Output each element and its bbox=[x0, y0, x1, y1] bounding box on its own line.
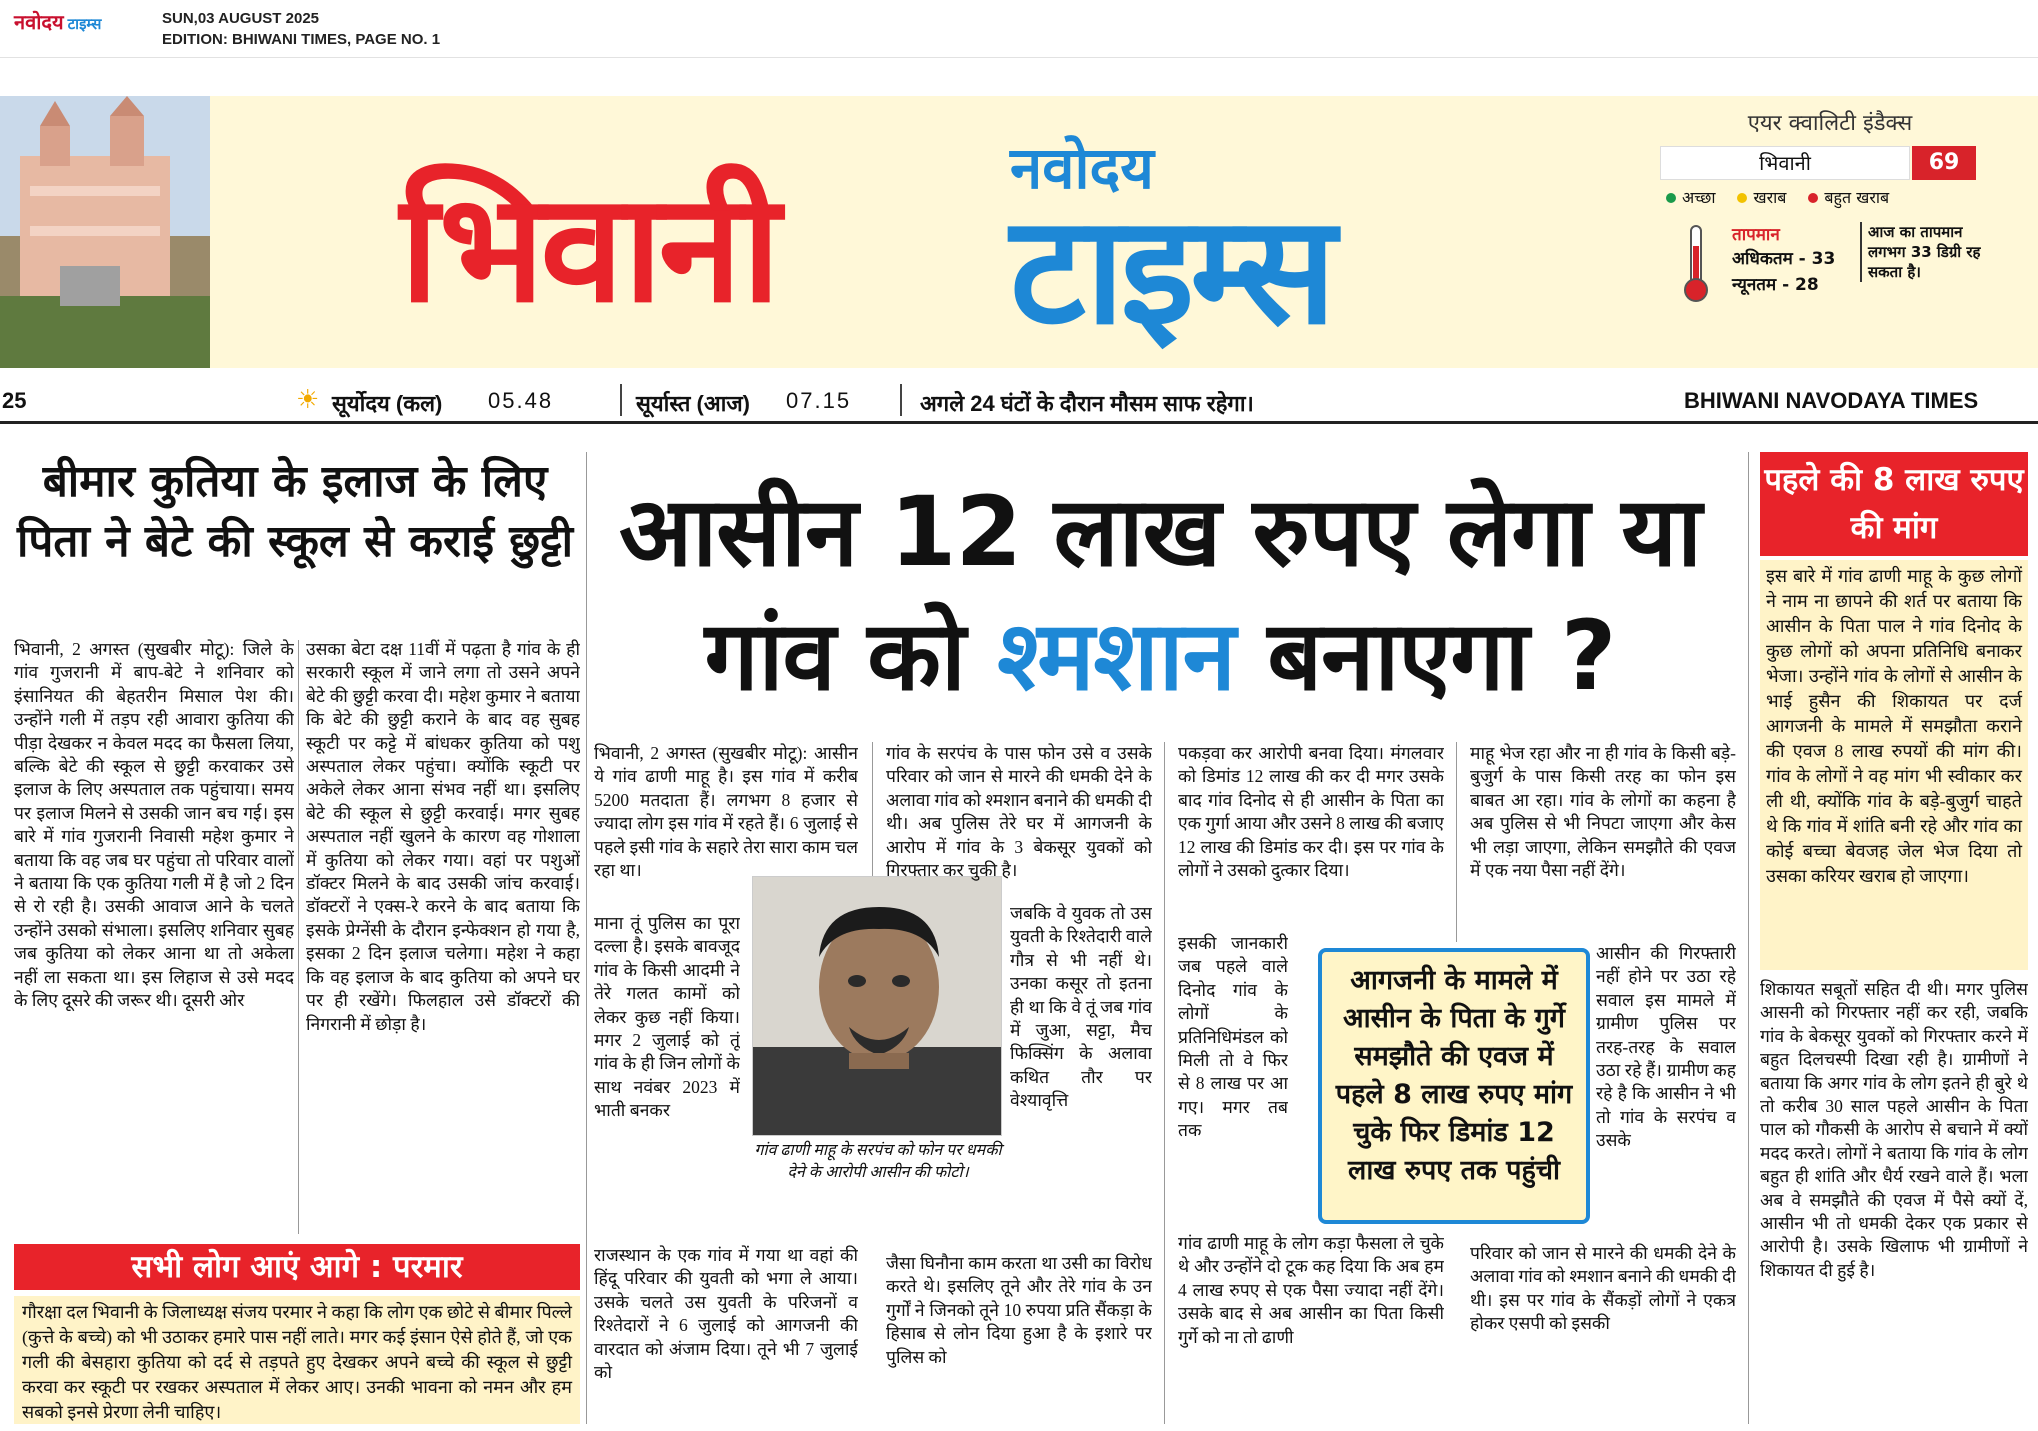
column-divider bbox=[1456, 742, 1457, 942]
left-sub-text: गौरक्षा दल भिवानी के जिलाध्यक्ष संजय परमार ने कहा कि लोग एक छोटे से बीमार पिल्ले (कुत्ते के बच्चे) को भी उठाकर हमारे पास नहीं लाते। मगर कई इंसान ऐसे होते हैं, जो एक गली की बेसहारा कुतिया को दर्द से तड़पते हुए देखकर अपने बच्चे की स्कूल से छुट्टी करवा कर स्कूटी पर रखकर अस्पताल में लेकर आए। उनकी भावना को नमन और हम सबको इनसे प्रेरणा लेनी चाहिए। bbox=[14, 1296, 580, 1424]
weather-widget bbox=[1660, 106, 2000, 356]
edition-date: SUN,03 AUGUST 2025 bbox=[162, 10, 320, 27]
edition-meta bbox=[162, 8, 440, 50]
photo-caption: गांव ढाणी माहू के सरपंच को फोन पर धमकी देने के आरोपी आसीन की फोटो। bbox=[754, 1142, 1002, 1181]
main-col4-mid: आसीन की गिरफ्तारी नहीं होने पर उठा रहे सवाल इस मामले में ग्रामीण पुलिस पर तरह-तरह के सवाल उठा रहे हैं। ग्रामीण कह रहे है कि आसीन ने भी तो गांव के सरपंच व उसके bbox=[1596, 943, 1736, 1151]
page-number: 25 bbox=[2, 388, 27, 413]
main-headline-part-b: बनाएगा ? bbox=[1234, 600, 1616, 712]
main-headline bbox=[590, 470, 1730, 718]
logo-sub: टाइम्स bbox=[67, 15, 102, 33]
main-col2-bottom: जैसा घिनौना काम करता था उसी का विरोध करते थे। इसलिए तूने और तेरे गांव के उन गुर्गों ने जिनको तूने 10 रुपया प्रति सैंकड़ा के हिसाब से लोन दिया हुआ है के इशारे पर पुलिस को bbox=[886, 1253, 1152, 1367]
strip-divider bbox=[900, 384, 902, 416]
aqi-row bbox=[1660, 146, 2000, 182]
left-sub-headline: सभी लोग आएं आगे : परमार bbox=[14, 1244, 580, 1290]
main-col3-bottom: गांव ढाणी माहू के लोग कड़ा फैसला ले चुके थे और उन्होंने दो टूक कह दिया कि अब हम 4 लाख रुपए से एक पैसा ज्यादा नहीं देंगे। उसके बाद से अब आसीन का पिता किसी गुर्गे को ना तो ढाणी bbox=[1178, 1233, 1444, 1347]
title-navodaya: नवोदय bbox=[1010, 134, 1154, 202]
aqi-legend-very-bad-label: बहुत खराब bbox=[1824, 188, 1890, 207]
column-divider bbox=[1748, 452, 1749, 1424]
column-divider bbox=[1164, 742, 1165, 1424]
right-story-box: इस बारे में गांव ढाणी माहू के कुछ लोगों ने नाम ना छापने की शर्त पर बताया कि आसीन के पिता पाल ने गांव दिनोद के कुछ लोगों को अपना प्रतिनिधि बनाकर भेजा। उन्होंने गांव के लोगों से आसीन के भाई हुसैन की शिकायत पर दर्ज आगजनी के मामले में समझौता कराने की एवज 8 लाख रुपयों की मांग की। गांव के लोगों ने वह मांग भी स्वीकार कर ली थी, क्योंकि गांव के बड़े-बुजुर्ग चाहते थे कि गांव में शांति बनी रहे और गांव का कोई बच्चा बेवजह जेल भेज दिया तो उसका करियर खराब हो जाएगा। bbox=[1760, 560, 2028, 970]
main-headline-highlight: श्मशान bbox=[997, 600, 1235, 712]
epaper-logo[interactable] bbox=[14, 8, 101, 35]
strip-divider bbox=[620, 384, 622, 416]
logo-main: नवोदय bbox=[14, 10, 64, 34]
sunset-time: 07.15 bbox=[786, 388, 852, 413]
aqi-legend-good-label: अच्छा bbox=[1682, 188, 1716, 207]
paper-name: BHIWANI NAVODAYA TIMES bbox=[1684, 388, 1979, 413]
sunrise-time: 05.48 bbox=[488, 388, 554, 413]
main-col2-top: गांव के सरपंच के पास फोन उसे व उसके परिवार को जान से मारने की धमकी देने के अलावा गांव को श्मशान बनाने की धमकी दी थी। अब पुलिस तेरे घर में आगजनी के आरोप में गांव के 3 बेकसूर युवकों को गिरफ्तार कर चुकी है। bbox=[886, 743, 1152, 881]
main-col4-bottom: परिवार को जान से मारने की धमकी देने के अलावा गांव को श्मशान बनाने की धमकी दी थी। इस पर गांव के सैंकड़ों लोगों ने एकत्र होकर एसपी को इसकी bbox=[1470, 1243, 1736, 1334]
aqi-legend-bad-label: खराब bbox=[1753, 188, 1787, 207]
accused-photo bbox=[752, 876, 1002, 1136]
title-bhiwani: भिवानी bbox=[400, 162, 777, 336]
temperature-row bbox=[1660, 222, 2000, 312]
left-story-col1: भिवानी, 2 अगस्त (सुखबीर मोटू): जिले के गांव गुजरानी में बाप-बेटे ने शनिवार को इंसानियत की बेहतरीन मिसाल पेश की। उन्होंने गली में तड़प रही आवारा कुतिया की पीड़ा देखकर न केवल मदद का फैसला लिया, बल्कि बेटे की स्कूल से छुट्टी करवाकर उसे इलाज के लिए अस्पताल तक पहुंचाया। समय पर इलाज मिलने से उसकी जान बच गई। इस बारे में गांव गुजरानी निवासी महेश कुमार ने बताया कि वह जब घर पहुंचा तो परिवार वालों ने बताया कि एक कुतिया गली में है जो 2 दिन से रो रही है। उसकी आवाज आने के चलते उन्होंने उसको संभाला। इसलिए शनिवार सुबह जब कुतिया को लेकर आना था तो अकेला नहीं ला सकता था। इस लिहाज से उसे मदद के लिए दूसरे की जरूर थी। दूसरी ओर bbox=[14, 639, 294, 1011]
masthead-title bbox=[400, 126, 1540, 366]
main-col1-mid: माना तूं पुलिस का पूरा दल्ला है। इसके बावजूद गांव के किसी आदमी ने तेरे गलत कामों को लेकर कुछ नहीं किया। मगर 2 जुलाई को तूं गांव के ही जिन लोगों के साथ नवंबर 2023 में भाती बनकर bbox=[594, 913, 740, 1121]
right-story-headline: पहले की 8 लाख रुपए की मांग bbox=[1760, 452, 2028, 556]
edition-info: EDITION: BHIWANI TIMES, PAGE NO. 1 bbox=[162, 31, 441, 48]
yellow-dot-icon bbox=[1737, 193, 1747, 203]
temperature-label: तापमान bbox=[1732, 225, 1780, 245]
main-col1-top: भिवानी, 2 अगस्त (सुखबीर मोटू): आसीन ये गांव ढाणी माहू है। इस गांव में करीब 5200 मतदाता हैं। लगभग 8 हजार से ज्यादा लोग इस गांव में रहते हैं। 6 जुलाई से पहले इसी गांव के सहारे तेरा सारा काम चल रहा था। bbox=[594, 743, 858, 881]
column-divider bbox=[298, 640, 299, 1234]
left-story-col2: उसका बेटा दक्ष 11वीं में पढ़ता है गांव के ही सरकारी स्कूल में जाने लगा तो उसने अपने बेटे की छुट्टी करवा दी। महेश कुमार ने बताया कि बेटे की छुट्टी कराने के बाद वह सुबह स्कूटी पर कट्टे में बांधकर कुतिया को पशु अस्पताल लेकर पहुंचा। क्योंकि स्कूटी पर अकेले लेकर आना संभव नहीं था। इसलिए बेटे की स्कूल से छुट्टी करवाई। मगर सुबह अस्पताल नहीं खुलने के कारण वह गोशाला में कुतिया को लेकर गया। वहां पर पशुओं डॉक्टर मिलने के बाद उसकी जांच करवाई। डॉक्टरों ने एक्स-रे करने के बाद बताया कि इसके प्रेग्नेंसी के दौरान इन्फेक्शन हो गया है, इसका 2 दिन इलाज चलेगा। महेश ने कहा कि वह इलाज के बाद कुतिया को अपने घर पर ही रखेंगे। फिलहाल उसे डॉक्टरों की निगरानी में छोड़ा है। bbox=[306, 639, 580, 1034]
column-divider bbox=[872, 742, 873, 876]
aqi-legend bbox=[1660, 186, 2000, 208]
main-headline-line2 bbox=[590, 594, 1730, 718]
aqi-legend-good bbox=[1666, 186, 1715, 208]
red-dot-icon bbox=[1808, 193, 1818, 203]
weather-forecast: अगले 24 घंटों के दौरान मौसम साफ रहेगा। bbox=[920, 391, 1254, 416]
thermometer-icon bbox=[1682, 224, 1710, 304]
right-story-col: शिकायत सबूतों सहित दी थी। मगर पुलिस आसनी को गिरफ्तार नहीं कर रही, जबकि गांव के बेकसूर युवकों को गिरफ्तार करने में बहुत दिलचस्पी दिखा रही है। ग्रामीणों ने बताया कि अगर गांव के लोग इतने ही बुरे थे तो करीब 30 साल पहले आसीन के पिता पाल को गौकसी के आरोप से बचाने में क्यों मदद करते। लोगों ने बताया कि गांव के लोग बहुत ही शांति और धैर्य रखने वाले हैं। भला अब वे समझौते की एवज में पैसे क्यों दें, आसीन भी तो धमकी देकर एक प्रकार से आरोपी है। उसके खिलाफ भी ग्रामीणों ने शिकायत दी हुई है। bbox=[1760, 979, 2028, 1280]
green-dot-icon bbox=[1666, 193, 1676, 203]
title-times: टाइम्स bbox=[1010, 184, 1333, 358]
temperature-values bbox=[1732, 246, 1835, 298]
temperature-note: आज का तापमान लगभग 33 डिग्री रह सकता है। bbox=[1860, 222, 1995, 282]
main-col2-mid: जबकि वे युवक तो उस युवती के रिश्तेदारी वाले गौत्र से भी नहीं थे। उनका कसूर तो इतना ही था कि वे तूं जब गांव में जुआ, सट्टा, मैच फिक्सिंग के अलावा कथित तौर पर वेश्यावृत्ति bbox=[1010, 903, 1152, 1111]
main-headline-line1: आसीन 12 लाख रुपए लेगा या bbox=[619, 476, 1701, 588]
main-headline-part-a: गांव को bbox=[704, 600, 998, 712]
epaper-topbar bbox=[0, 0, 2038, 58]
pull-quote: आगजनी के मामले में आसीन के पिता के गुर्गे समझौते की एवज में पहले 8 लाख रुपए मांग चुके फिर डिमांड 12 लाख रुपए तक पहुंची bbox=[1318, 948, 1590, 1224]
main-col1-bottom: राजस्थान के एक गांव में गया था वहां की हिंदू परिवार की युवती को भगा ले आया। उसके चलते उस युवती के परिजनों व रिश्तेदारों ने 6 जुलाई को आगजनी की वारदात को अंजाम दिया। तूने भी 7 जुलाई को bbox=[594, 1245, 858, 1383]
temperature-max: अधिकतम - 33 bbox=[1732, 249, 1836, 269]
column-divider bbox=[586, 452, 587, 1424]
aqi-legend-very-bad bbox=[1808, 186, 1889, 208]
sun-icon: ☀ bbox=[296, 384, 320, 414]
info-strip bbox=[0, 380, 2038, 424]
aqi-title: एयर क्वालिटी इंडैक्स bbox=[1747, 111, 1913, 136]
temperature-min: न्यूनतम - 28 bbox=[1732, 275, 1819, 295]
temple-photo bbox=[0, 96, 210, 368]
main-col3-top: पकड़वा कर आरोपी बनवा दिया। मंगलवार को डिमांड 12 लाख की कर दी मगर उसके बाद गांव दिनोद से ही आसीन के पिता का एक गुर्गा आया और उसने 8 लाख की बजाए 12 लाख की डिमांड कर दी। इस पर गांव के लोगों ने उसको दुत्कार दिया। bbox=[1178, 743, 1444, 881]
main-col4-top: माहू भेज रहा और ना ही गांव के किसी बड़े-बुजुर्ग के पास किसी तरह का फोन इस बाबत आ रहा। गांव के लोगों का कहना है अब पुलिस से भी निपटा जाएगा और केस भी लड़ा जाएगा, लेकिन समझौते की एवज में एक नया पैसा नहीं देंगे। bbox=[1470, 743, 1736, 881]
sunset-label: सूर्यास्त (आज) bbox=[636, 391, 751, 416]
masthead bbox=[0, 96, 2038, 368]
main-col3-mid: इसकी जानकारी जब पहले वाले दिनोद गांव के लोगों के प्रतिनिधिमंडल को मिली तो वे फिर से 8 लाख पर आ गए। मगर तब तक bbox=[1178, 933, 1288, 1141]
aqi-value: 69 bbox=[1912, 146, 1976, 180]
aqi-city: भिवानी bbox=[1660, 146, 1910, 180]
left-story-headline: बीमार कुतिया के इलाज के लिए पिता ने बेटे की स्कूल से कराई छुट्टी bbox=[16, 456, 574, 567]
sunrise-label: सूर्योदय (कल) bbox=[332, 391, 443, 416]
aqi-legend-bad bbox=[1737, 186, 1786, 208]
